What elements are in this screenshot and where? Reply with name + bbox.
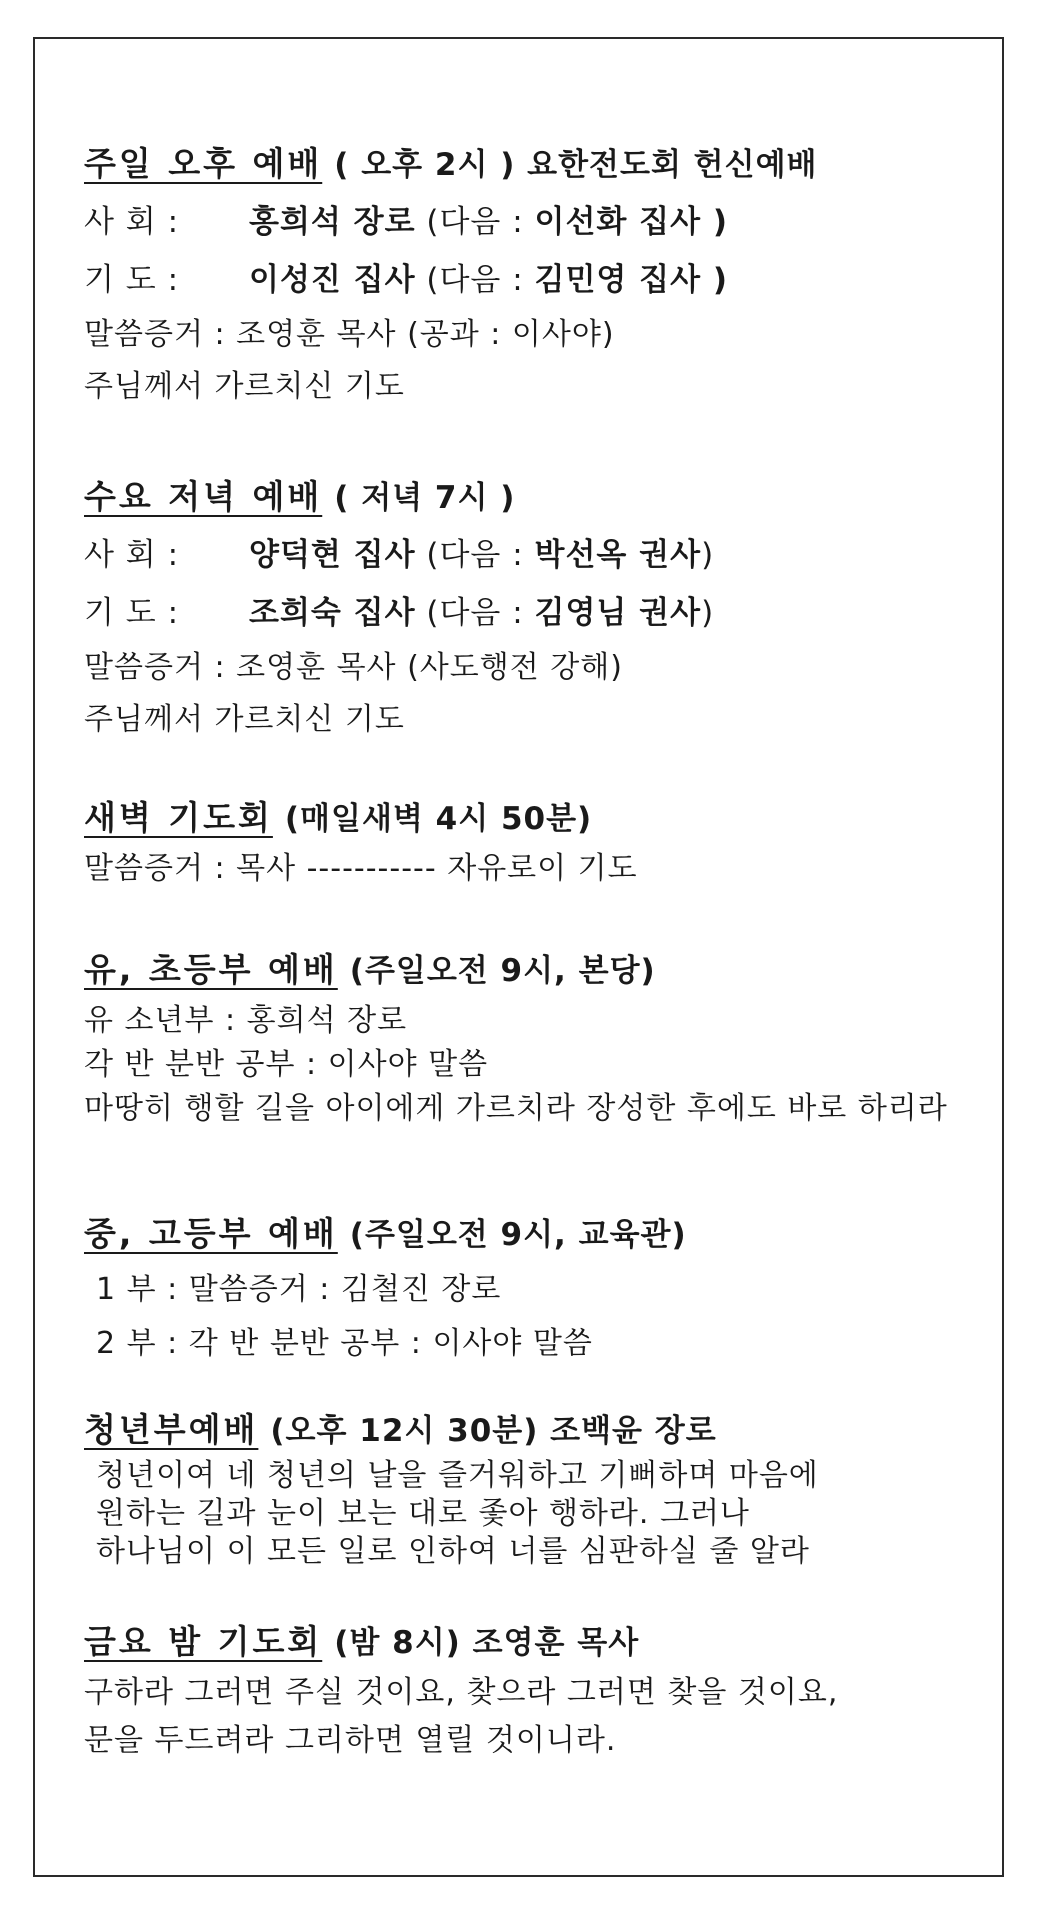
section-subtitle: (오후 12시 30분) 조백윤 장로	[270, 1413, 717, 1449]
section-title: 수요 저녁 예배	[84, 477, 323, 516]
row-mid: (다음 :	[415, 204, 535, 240]
elementary-service	[84, 948, 1001, 1131]
row-next: 박선옥 권사	[534, 537, 702, 573]
row-name: 홍희석 장로	[249, 204, 416, 240]
sunday-afternoon-service	[84, 142, 1001, 413]
verse-line: 구하라 그러면 주실 것이요, 찾으라 그러면 찾을 것이요,	[84, 1675, 839, 1710]
section-subtitle: (매일새벽 4시 50분)	[284, 801, 593, 837]
row-name: 양덕현 집사	[249, 537, 416, 573]
section-heading	[84, 948, 1001, 993]
row-label: 기 도 :	[84, 262, 180, 298]
part2-line: 2 부 : 각 반 분반 공부 : 이사야 말씀	[96, 1326, 593, 1361]
section-subtitle: ( 오후 2시 ) 요한전도회 헌신예배	[334, 147, 818, 183]
row-next: 김영님 권사	[534, 595, 702, 631]
part1-line: 1 부 : 말씀증거 : 김철진 장로	[96, 1272, 502, 1307]
section-subtitle: (주일오전 9시, 본당)	[349, 953, 656, 989]
section-title: 중, 고등부 예배	[84, 1214, 338, 1253]
section-title: 금요 밤 기도회	[84, 1622, 323, 1661]
section-heading	[84, 142, 1001, 187]
section-heading	[84, 1408, 1001, 1453]
verse-line: 마땅히 행할 길을 아이에게 가르치라 장성한 후에도 바로 하리라	[84, 1091, 948, 1126]
class-line: 각 반 분반 공부 : 이사야 말씀	[84, 1047, 489, 1082]
verse-line: 청년이여 네 청년의 날을 즐거워하고 기뻐하며 마음에	[96, 1458, 819, 1493]
youth-service	[84, 1212, 1001, 1371]
prayer-row	[84, 584, 1001, 642]
section-heading	[84, 1620, 1001, 1665]
sermon-line: 말씀증거 : 목사 ----------- 자유로이 기도	[84, 851, 638, 886]
section-subtitle: (밤 8시) 조영훈 목사	[334, 1625, 640, 1661]
section-title: 청년부예배	[84, 1410, 259, 1449]
row-end: )	[701, 262, 729, 298]
friday-night-prayer	[84, 1620, 1001, 1765]
section-title: 유, 초등부 예배	[84, 950, 338, 989]
dawn-prayer-meeting	[84, 796, 1001, 891]
leader-line: 유 소년부 : 홍희석 장로	[84, 1003, 408, 1038]
sermon-line: 말씀증거 : 조영훈 목사 (공과 : 이사야)	[84, 317, 615, 352]
presider-row	[84, 193, 1001, 251]
sermon-line: 말씀증거 : 조영훈 목사 (사도행전 강해)	[84, 650, 623, 685]
presider-row	[84, 526, 1001, 584]
row-label: 사 회 :	[84, 204, 180, 240]
section-title: 주일 오후 예배	[84, 144, 323, 183]
row-label: 기 도 :	[84, 595, 180, 631]
section-heading	[84, 475, 1001, 520]
verse-line: 하나님이 이 모든 일로 인하여 너를 심판하실 줄 알라	[96, 1534, 810, 1569]
row-next: 김민영 집사	[534, 262, 702, 298]
row-end: )	[701, 595, 715, 631]
row-end: )	[701, 537, 715, 573]
row-end: )	[701, 204, 729, 240]
prayer-line: 주님께서 가르치신 기도	[84, 702, 405, 737]
row-mid: (다음 :	[415, 537, 535, 573]
section-heading	[84, 796, 1001, 841]
section-subtitle: (주일오전 9시, 교육관)	[349, 1217, 687, 1253]
row-next: 이선화 집사	[534, 204, 702, 240]
young-adult-service	[84, 1408, 1001, 1571]
row-name: 조희숙 집사	[249, 595, 416, 631]
row-label: 사 회 :	[84, 537, 180, 573]
wednesday-evening-service	[84, 475, 1001, 746]
verse-line: 원하는 길과 눈이 보는 대로 좇아 행하라. 그러나	[96, 1496, 750, 1531]
section-subtitle: ( 저녁 7시 )	[334, 480, 516, 516]
row-name: 이성진 집사	[249, 262, 416, 298]
section-heading	[84, 1212, 1001, 1257]
row-mid: (다음 :	[415, 595, 535, 631]
section-title: 새벽 기도회	[84, 798, 273, 837]
prayer-row	[84, 251, 1001, 309]
row-mid: (다음 :	[415, 262, 535, 298]
prayer-line: 주님께서 가르치신 기도	[84, 369, 405, 404]
verse-line: 문을 두드려라 그리하면 열릴 것이니라.	[84, 1723, 617, 1758]
